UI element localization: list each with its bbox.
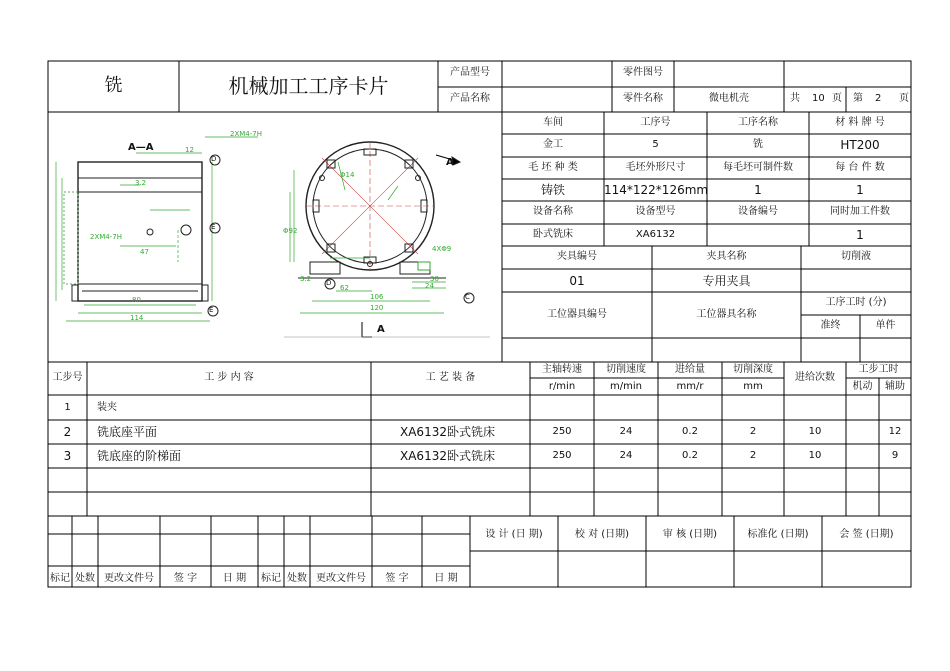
- page-label: 第: [853, 93, 863, 104]
- mark-label-2: 标记: [261, 573, 281, 584]
- process-no-label: 工序号: [640, 117, 671, 128]
- hole-note: 4XΦ9: [432, 245, 452, 253]
- prep-time-label: 准终: [820, 320, 841, 331]
- mark-label: 标记: [50, 573, 70, 584]
- col-depth: 切削深度: [733, 364, 773, 375]
- count-label-2: 处数: [287, 573, 307, 584]
- blank-size-value: 114*122*126mm: [604, 183, 709, 197]
- col-cutting-speed: 切削速度: [606, 364, 646, 375]
- col-step-time: 工步工时: [858, 364, 899, 375]
- blank-type-label: 毛 坯 种 类: [528, 162, 578, 173]
- datum-d-marker-2: D: [326, 279, 332, 287]
- view-a-label: A: [446, 157, 454, 168]
- countersign-label: 会 签 (日期): [839, 529, 894, 540]
- step-content: 铣底座的阶梯面: [97, 449, 182, 463]
- count-label: 处数: [75, 573, 95, 584]
- date-label-2: 日 期: [434, 573, 458, 584]
- col-machine-time: 机动: [852, 381, 873, 392]
- step-depth: 2: [749, 426, 757, 437]
- part-name-label: 零件名称: [623, 93, 663, 104]
- step-aux-time: 12: [888, 426, 902, 437]
- review-label: 审 核 (日期): [662, 529, 718, 540]
- material-value: HT200: [840, 138, 880, 152]
- total-pages: 10: [812, 93, 825, 104]
- change-doc-label-2: 更改文件号: [316, 573, 366, 584]
- total-label: 共: [790, 93, 800, 104]
- thread-note: 2XM4-7H: [230, 130, 262, 138]
- col-cutting-unit: m/min: [610, 381, 642, 392]
- sign-label: 签 字: [173, 573, 198, 584]
- step-passes: 10: [808, 450, 822, 461]
- product-model-label: 产品型号: [450, 67, 490, 78]
- view-a-label-bottom: A: [377, 324, 385, 335]
- roughness-3-2-b: 3.2: [300, 275, 312, 283]
- equipment-model-label: 设备型号: [635, 206, 676, 217]
- datum-e-marker-2: E: [209, 306, 214, 314]
- dim-12: 12: [185, 146, 194, 154]
- process-no-value: 5: [652, 139, 659, 150]
- simultaneous-label: 同时加工件数: [830, 206, 890, 217]
- col-step-content: 工 步 内 容: [204, 372, 254, 383]
- dim-phi14: Φ14: [340, 171, 355, 179]
- process-name-label: 工序名称: [738, 117, 778, 128]
- thread-note-2: 2XM4-7H: [90, 233, 122, 241]
- workshop-value: 金工: [543, 139, 563, 150]
- station-tool-no-label: 工位器具编号: [547, 309, 607, 320]
- col-feed-unit: mm/r: [676, 381, 704, 392]
- datum-c-marker: C: [465, 293, 470, 301]
- page-number: 2: [875, 93, 882, 104]
- material-label: 材 料 牌 号: [835, 117, 885, 128]
- step-cutting-speed: 24: [619, 426, 633, 437]
- dim-114: 114: [130, 314, 144, 322]
- design-label: 设 计 (日 期): [485, 529, 543, 540]
- dim-106: 106: [370, 293, 384, 301]
- equipment-name-value: 卧式铣床: [533, 229, 573, 240]
- process-name-value: 铣: [753, 139, 763, 150]
- step-no: 1: [64, 402, 71, 413]
- parts-per-blank-label: 每毛坯可制件数: [723, 162, 793, 173]
- col-equipment: 工 艺 装 备: [425, 372, 476, 383]
- equipment-no-label: 设备编号: [738, 206, 778, 217]
- dim-120: 120: [370, 304, 384, 312]
- fixture-name-label: 夹具名称: [706, 251, 747, 262]
- workshop-label: 车间: [543, 117, 563, 128]
- dim-62: 62: [340, 284, 349, 292]
- dim-phi92: Φ92: [283, 227, 298, 235]
- page-unit: 页: [899, 93, 909, 104]
- standard-label: 标准化 (日期): [747, 529, 809, 540]
- change-doc-label: 更改文件号: [104, 573, 154, 584]
- fixture-no-value: 01: [569, 274, 585, 288]
- dim-24: 24: [425, 282, 434, 290]
- step-passes: 10: [808, 426, 822, 437]
- roughness-3-2: 3.2: [135, 179, 147, 187]
- part-drawing-no-label: 零件图号: [623, 67, 663, 78]
- col-spindle-unit: r/min: [548, 381, 576, 392]
- step-feed: 0.2: [682, 426, 698, 437]
- step-cutting-speed: 24: [619, 450, 633, 461]
- col-step-no: 工步号: [52, 372, 83, 383]
- col-depth-unit: mm: [743, 381, 763, 392]
- unit-time-label: 单件: [875, 320, 896, 331]
- station-tool-name-label: 工位器具名称: [696, 309, 757, 320]
- col-feed: 进给量: [675, 364, 705, 375]
- datum-d-marker: D: [211, 155, 217, 163]
- step-equipment: XA6132卧式铣床: [400, 425, 495, 439]
- equipment-name-label: 设备名称: [533, 206, 573, 217]
- part-name-value[interactable]: 微电机壳: [709, 93, 749, 104]
- step-content: 铣底座平面: [97, 425, 158, 439]
- col-spindle-speed: 主轴转速: [542, 364, 582, 375]
- section-label: A—A: [128, 142, 154, 153]
- step-no: 2: [63, 425, 72, 439]
- parts-per-blank-value: 1: [754, 183, 762, 197]
- step-spindle-speed: 250: [552, 426, 572, 437]
- parts-per-unit-value: 1: [856, 183, 864, 197]
- total-unit: 页: [832, 93, 842, 104]
- dim-30: 30: [430, 275, 439, 283]
- dim-80: 80: [132, 296, 141, 304]
- blank-size-label: 毛坯外形尺寸: [625, 162, 686, 173]
- step-aux-time: 9: [891, 450, 899, 461]
- product-name-label: 产品名称: [450, 93, 490, 104]
- step-content: 装夹: [97, 402, 117, 413]
- step-spindle-speed: 250: [552, 450, 572, 461]
- card-title: 机械加工工序卡片: [228, 74, 389, 98]
- simultaneous-value: 1: [856, 228, 864, 242]
- col-passes: 进给次数: [795, 372, 835, 383]
- dim-47: 47: [140, 248, 149, 256]
- check-label: 校 对 (日期): [574, 529, 630, 540]
- datum-e-marker: E: [211, 223, 216, 231]
- step-equipment: XA6132卧式铣床: [400, 449, 495, 463]
- blank-type-value: 铸铁: [540, 183, 565, 197]
- fixture-name-value: 专用夹具: [702, 274, 751, 288]
- equipment-model-value: XA6132: [635, 229, 676, 240]
- coolant-label: 切削液: [841, 251, 871, 262]
- col-aux-time: 辅助: [885, 381, 905, 392]
- sign-label-2: 签 字: [385, 573, 409, 584]
- fixture-no-label: 夹具编号: [557, 251, 597, 262]
- parts-per-unit-label: 每 台 件 数: [835, 162, 885, 173]
- process-name-title: 铣: [104, 75, 123, 96]
- process-time-label: 工序工时 (分): [825, 297, 887, 308]
- step-depth: 2: [749, 450, 757, 461]
- step-feed: 0.2: [682, 450, 698, 461]
- date-label: 日 期: [222, 573, 247, 584]
- step-no: 3: [63, 449, 72, 463]
